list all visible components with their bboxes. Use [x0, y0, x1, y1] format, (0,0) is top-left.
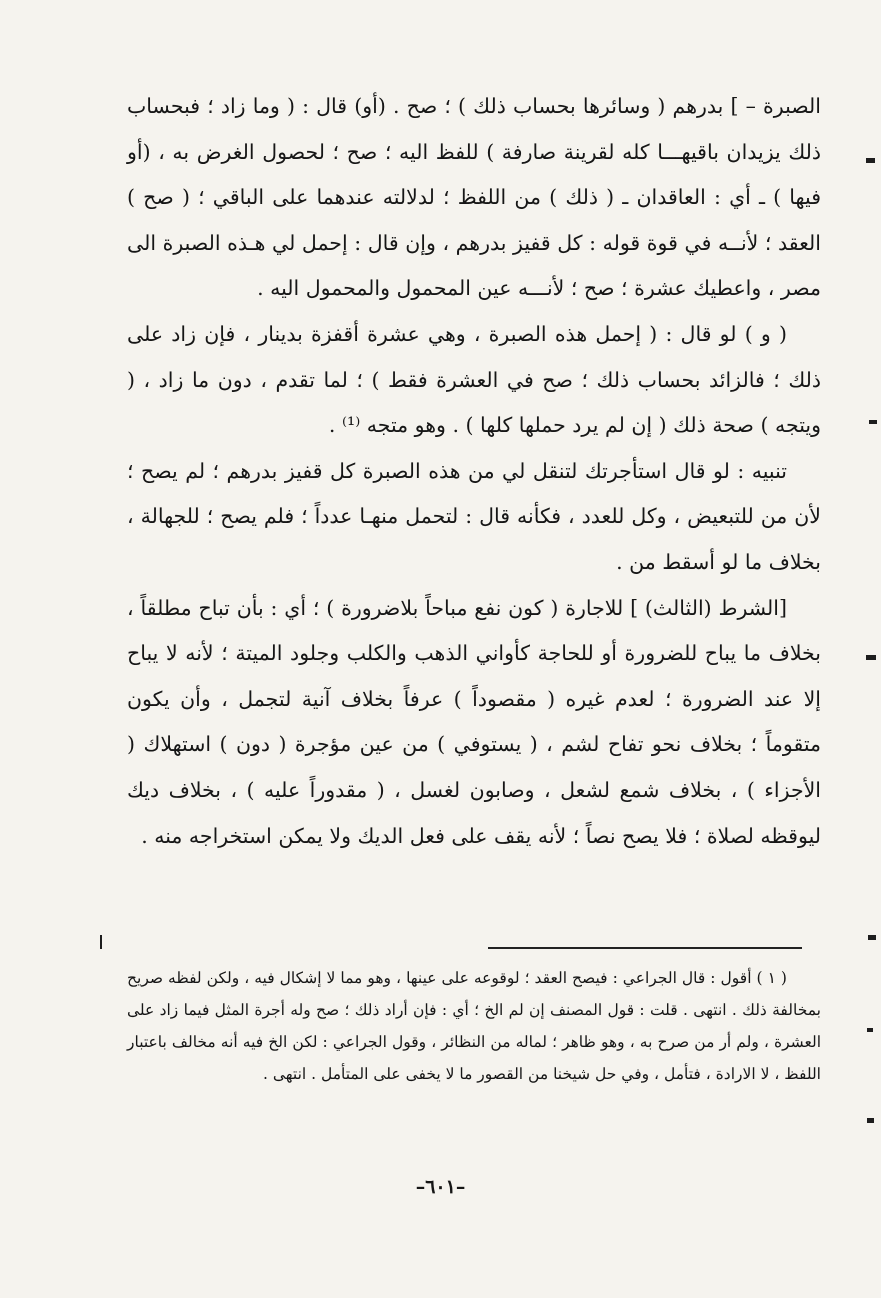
- scan-speck: [867, 1118, 874, 1123]
- page-number: –٦٠١–: [415, 1176, 466, 1198]
- paragraph-notice: تنبيه : لو قال استأجرتك لتنقل لي من هذه الصبرة كل قفيز بدرهم ؛ لم يصح ؛ لأن من للتبعيض ، وكل للعدد ، فكأنه قال : لتحمل منهـا عدداً ؛ فلم يصح ؛ للجهالة ، بخلاف ما لو أسقط من .: [127, 458, 821, 574]
- paragraph-sale-by-measure: الصبرة – ] بدرهم ( وسائرها بحساب ذلك ) ؛ صح . (أو) قال : ( وما زاد ؛ فبحساب ذلك يزيدان باقيهـــا كله لقرينة صارفة ) للفظ اليه ؛ صح ؛ لحصول الغرض به ، (أو فيها ) ـ أي : العاقدان ـ ( ذلك ) من اللفظ ؛ لدلالته عندهما على الباقي ؛ ( صح ) العقد ؛ لأنــه في قوة قوله : كل قفيز بدرهم ، وإن قال : إحمل لي هـذه الصبرة الى مصر ، واعطيك عشرة ؛ صح ؛ لأنـــه عين المحمول والمحمول اليه .: [127, 94, 821, 301]
- main-text-block: [127, 84, 821, 859]
- scan-speck: [866, 158, 875, 163]
- scan-speck: [867, 1028, 873, 1032]
- scan-speck: [869, 420, 877, 424]
- scan-speck: [868, 935, 876, 940]
- paragraph-carry-heap: ( و ) لو قال : ( إحمل هذه الصبرة ، وهي عشرة أقفزة بدينار ، فإن زاد على ذلك ؛ فالزائد بحساب ذلك ؛ صح في العشرة فقط ) ؛ لما تقدم ، دون ما زاد ، ( ويتجه ) صحة ذلك ( إن لم يرد حملها كلها ) . وهو متجه ⁽¹⁾ .: [127, 321, 821, 438]
- footnote-separator: [488, 947, 802, 949]
- scan-speck: [866, 655, 876, 660]
- paragraph-third-condition: [الشرط (الثالث) ] للاجارة ( كون نفع مباحاً بلاضرورة ) ؛ أي : بأن تباح مطلقاً ، بخلاف ما يباح للضرورة أو للحاجة كأواني الذهب والكلب وجلود الميتة ؛ لأنه لا يباح إلا عند الضرورة ؛ لعدم غيره ( مقصوداً ) عرفاً بخلاف آنية لتجمل ، وأن يكون متقوماً ؛ بخلاف نحو تفاح لشم ، ( يستوفي ) من عين مؤجرة ( دون ) استهلاك ( الأجزاء ) ، بخلاف شمع لشعل ، وصابون لغسل ، ( مقدوراً عليه ) ، بخلاف ديك ليوقظه لصلاة ؛ فلا يصح نصاً ؛ لأنه يقف على فعل الديك ولا يمكن استخراجه منه .: [127, 595, 821, 848]
- footnote-block: [127, 962, 821, 1090]
- footnote-text: ( ١ ) أقول : قال الجراعي : فيصح العقد ؛ لوقوعه على عينها ، وهو مما لا إشكال فيه ، ولكن لفظه صريح بمخالفة ذلك . انتهى . قلت : قول المصنف إن لم الخ ؛ أي : فإن أراد ذلك ؛ صح وله أجرة المثل فيما زاد على العشرة ، ولم أر من صرح به ، وهو ظاهر ؛ لماله من النظائر ، وقول الجراعي : لكن الخ فيه أنه مخالف باعتبار اللفظ ، لا الارادة ، فتأمل ، وفي حل شيخنا من القصور ما لا يخفى على المتأمل . انتهى .: [127, 969, 821, 1083]
- scan-speck: [100, 935, 102, 949]
